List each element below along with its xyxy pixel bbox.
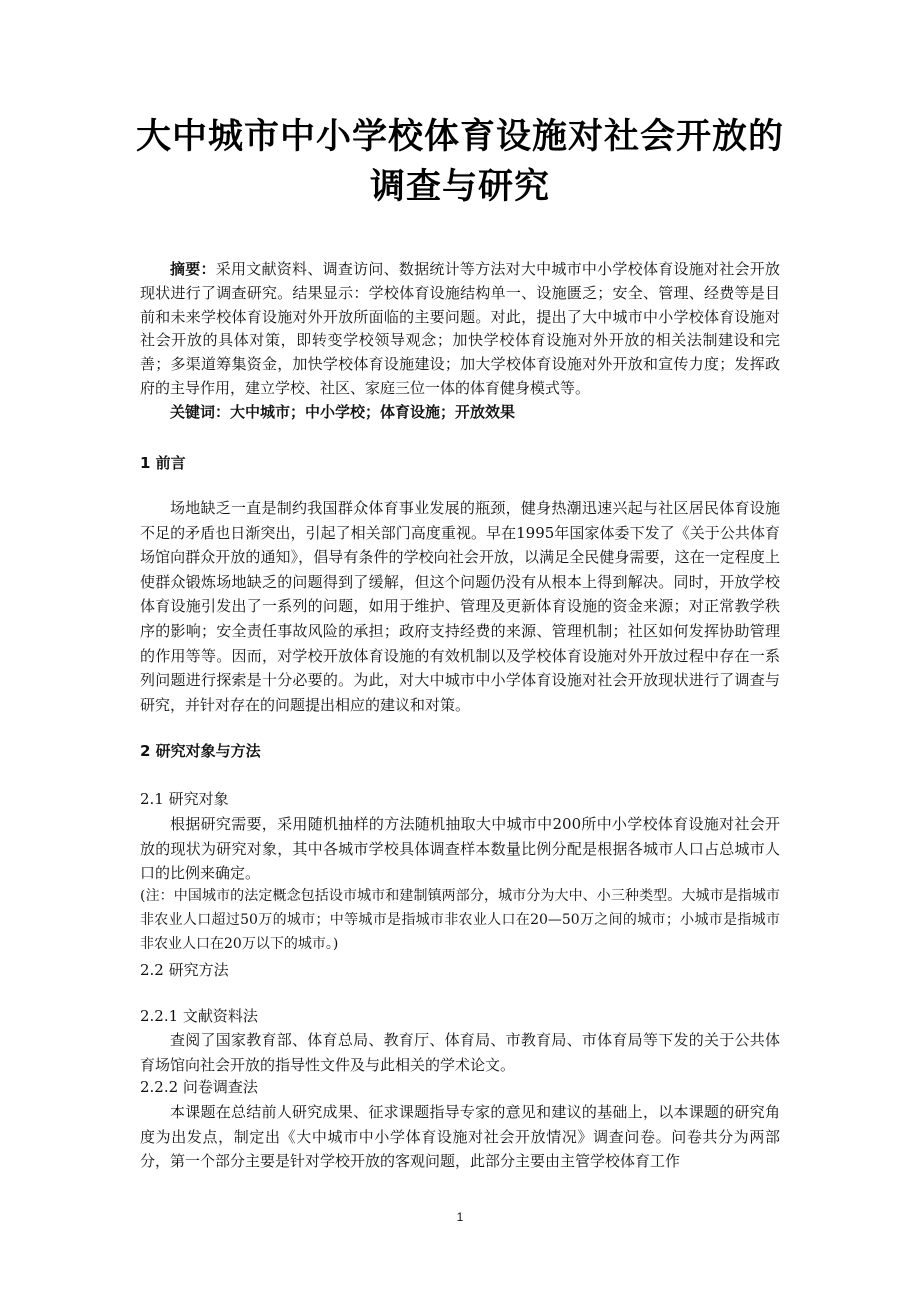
- abstract-label: 摘要：: [170, 260, 216, 278]
- section-1-heading: 1 前言: [140, 454, 186, 472]
- section-2-2-2-heading: 2.2.2 问卷调查法: [140, 1078, 258, 1096]
- section-2-1-body: 根据研究需要，采用随机抽样的方法随机抽取大中城市中200所中小学校体育设施对社会开放的现状为研究对象，其中各城市学校具体调查样本数量比例分配是根据各城市人口占总城市人口的比例来确定。: [140, 815, 780, 883]
- title-line-1: 大中城市中小学校体育设施对社会开放的: [135, 117, 784, 157]
- title-line-2: 调查与研究: [369, 167, 550, 207]
- section-2-2-heading: 2.2 研究方法: [140, 961, 229, 979]
- section-2-heading: 2 研究对象与方法: [140, 742, 261, 760]
- section-2-1-heading: 2.1 研究对象: [140, 790, 229, 808]
- section-2-2-1-body: 查阅了国家教育部、体育总局、教育厅、体育局、市教育局、市体育局等下发的关于公共体育场馆向社会开放的指导性文件及与此相关的学术论文。: [140, 1031, 780, 1074]
- section-1-body: 场地缺乏一直是制约我国群众体育事业发展的瓶颈，健身热潮迅速兴起与社区居民体育设施不足的矛盾也日渐突出，引起了相关部门高度重视。早在1995年国家体委下发了《关于公共体育场馆向群众开放的通知》，倡导有条件的学校向社会开放，以满足全民健身需要，这在一定程度上使群众锻炼场地缺乏的问题得到了缓解，但这个问题仍没有从根本上得到解决。同时，开放学校体育设施引发出了一系列的问题，如用于维护、管理及更新体育设施的资金来源；对正常教学秩序的影响；安全责任事故风险的承担；政府支持经费的来源、管理机制；社区如何发挥协助管理的作用等等。因而，对学校开放体育设施的有效机制以及学校体育设施对外开放过程中存在一系列问题进行探索是十分必要的。为此，对大中城市中小学体育设施对社会开放现状进行了调查与研究，并针对存在的问题提出相应的建议和对策。: [140, 499, 780, 714]
- page-number: 1: [456, 1210, 464, 1224]
- section-2-2-1-heading: 2.2.1 文献资料法: [140, 1007, 258, 1025]
- abstract-text: 采用文献资料、调查访问、数据统计等方法对大中城市中小学校体育设施对社会开放现状进行了调查研究。结果显示：学校体育设施结构单一、设施匮乏；安全、管理、经费等是目前和未来学校体育设施对外开放所面临的主要问题。对此，提出了大中城市中小学校体育设施对社会开放的具体对策，即转变学校领导观念；加快学校体育设施对外开放的相关法制建设和完善；多渠道筹集资金，加快学校体育设施建设；加大学校体育设施对外开放和宣传力度；发挥政府的主导作用，建立学校、社区、家庭三位一体的体育健身模式等。: [140, 260, 780, 397]
- section-2-1-note: (注：中国城市的法定概念包括设市城市和建制镇两部分，城市分为大中、小三种类型。大城市是指城市非农业人口超过50万的城市；中等城市是指城市非农业人口在20—50万之间的城市；小城市是指城市非农业人口在20万以下的城市。): [140, 888, 780, 952]
- abstract-paragraph: [140, 258, 780, 401]
- section-2-2-2-body: 本课题在总结前人研究成果、征求课题指导专家的意见和建议的基础上，以本课题的研究角度为出发点，制定出《大中城市中小学体育设施对社会开放情况》调查问卷。问卷共分为两部分，第一个部分主要是针对学校开放的客观问题，此部分主要由主管学校体育工作: [140, 1103, 780, 1171]
- keywords: 关键词：大中城市；中小学校；体育设施；开放效果: [170, 403, 516, 421]
